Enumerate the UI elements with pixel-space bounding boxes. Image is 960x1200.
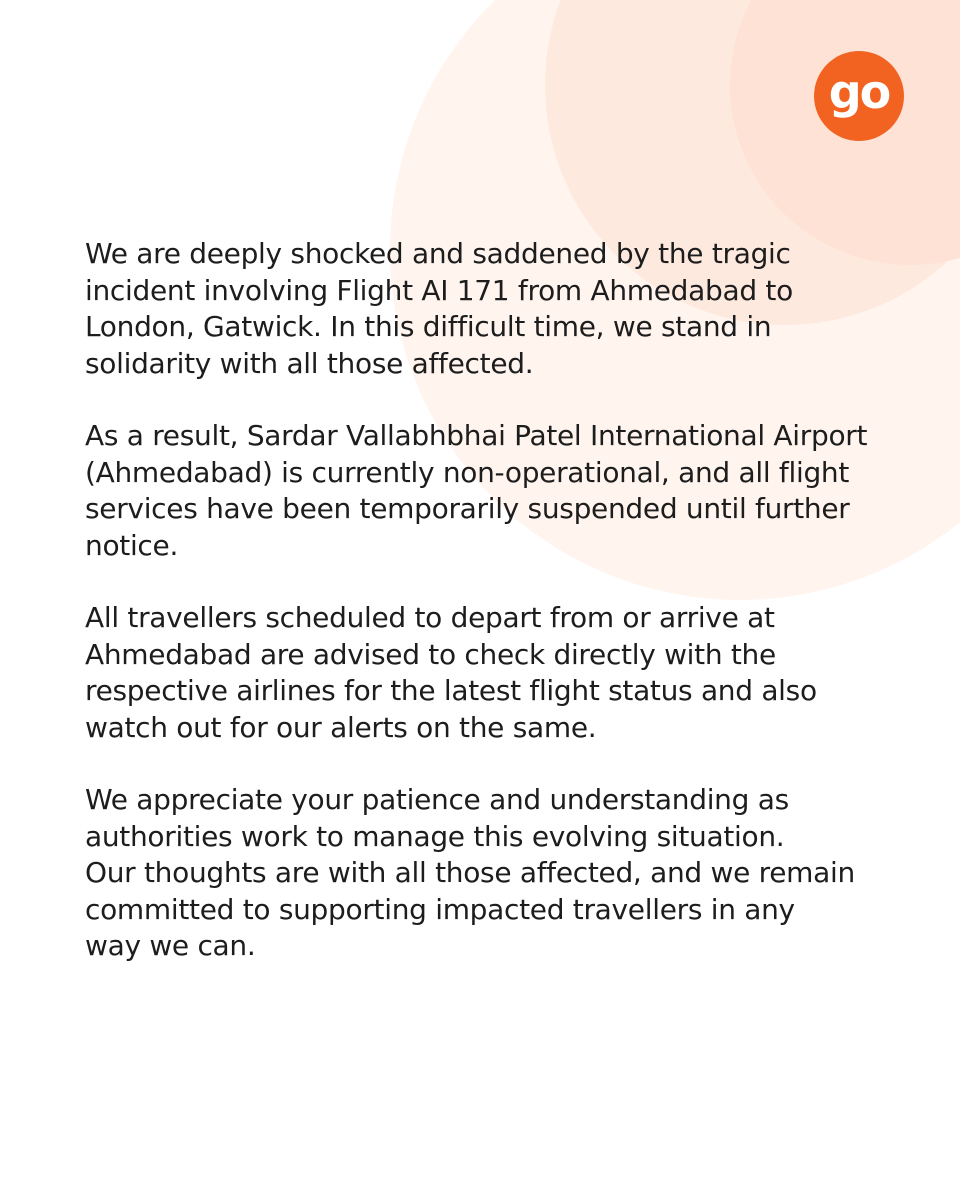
brand-logo bbox=[814, 51, 904, 141]
text-line: Ahmedabad are advised to check directly with the bbox=[85, 637, 776, 671]
statement-paragraph-3 bbox=[85, 600, 905, 746]
text-line: (Ahmedabad) is currently non-operational, and all flight bbox=[85, 455, 850, 489]
text-line: All travellers scheduled to depart from or arrive at bbox=[85, 601, 775, 634]
text-line: services have been temporarily suspended until further bbox=[85, 492, 850, 525]
text-line: incident involving Flight AI 171 from Ahmedabad to bbox=[85, 273, 793, 307]
text-line: We are deeply shocked and saddened by the tragic bbox=[85, 237, 791, 270]
text-line: watch out for our alerts on the same. bbox=[85, 710, 597, 744]
statement-paragraph-2 bbox=[85, 418, 905, 564]
text-line: authorities work to manage this evolving situation. bbox=[85, 819, 785, 853]
text-line: way we can. bbox=[85, 929, 256, 962]
text-line: Our thoughts are with all those affected, and we remain bbox=[85, 856, 855, 889]
text-line: notice. bbox=[85, 528, 179, 562]
statement-body bbox=[85, 236, 905, 1001]
statement-paragraph-1 bbox=[85, 236, 905, 382]
text-line: London, Gatwick. In this difficult time, we stand in bbox=[85, 310, 772, 343]
text-line: respective airlines for the latest flight status and also bbox=[85, 674, 817, 707]
text-line: As a result, Sardar Vallabhbhai Patel International Airport bbox=[85, 419, 868, 452]
statement-paragraph-4 bbox=[85, 782, 905, 965]
text-line: We appreciate your patience and understanding as bbox=[85, 783, 789, 816]
text-line: committed to supporting impacted travellers in any bbox=[85, 892, 795, 926]
text-line: solidarity with all those affected. bbox=[85, 346, 534, 380]
brand-logo-text: go bbox=[828, 65, 890, 119]
